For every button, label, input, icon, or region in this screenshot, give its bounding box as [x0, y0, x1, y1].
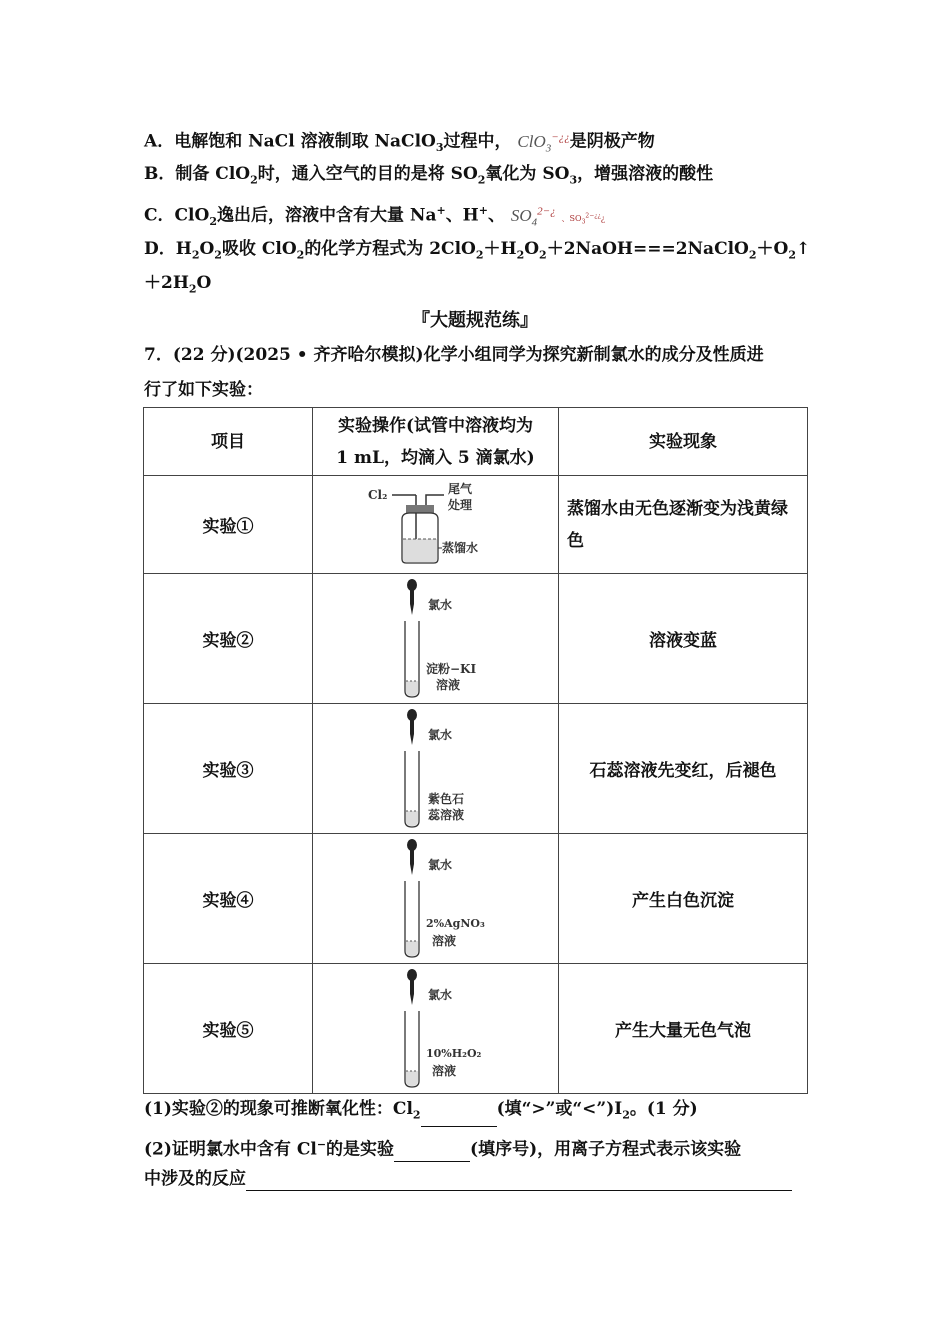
table-row — [144, 574, 808, 704]
answer-blank-1[interactable] — [421, 1126, 497, 1127]
label-chlorine-water: 氯水 — [427, 727, 452, 742]
answer-blank-3[interactable] — [246, 1190, 792, 1191]
dropper-tube-diagram — [376, 967, 496, 1091]
header-item: 项目 — [144, 408, 313, 476]
label-solution-bottom: 溶液 — [435, 677, 460, 692]
question-2: (2)证明氯水中含有 Cl−的是实验 (填序号)，用离子方程式表示该实验 — [144, 1138, 742, 1160]
row-item: 实验① — [144, 476, 313, 574]
apparatus-test-tube — [313, 704, 559, 834]
option-c: C．ClO$_2$逸出后，溶液中含有大量 Na+、H+、 $SO_4^{2-¿}$ 、$SO_3^{2-¿¿}¿$ — [144, 204, 605, 229]
header-operation: 实验操作(试管中溶液均为 1 mL，均滴入 5 滴氯水) — [313, 408, 559, 476]
question-7-stem: 7．(22 分)(2025 • 齐齐哈尔模拟)化学小组同学为探究新制氯水的成分及性质进 — [144, 345, 764, 365]
label-chlorine-water: 氯水 — [427, 597, 452, 612]
label-chlorine-water: 氯水 — [427, 987, 452, 1002]
label-solution-top: 紫色石 — [427, 791, 464, 806]
label-treatment: 处理 — [447, 497, 472, 512]
experiment-table — [143, 407, 808, 1094]
sulfite-formula: 、$SO_3^{2-¿¿}¿$ — [561, 212, 605, 226]
option-d-continued: $+2H_2O$ — [144, 273, 212, 296]
row-result: 蒸馏水由无色逐渐变为浅黄绿色 — [559, 476, 808, 574]
row-result: 石蕊溶液先变红，后褪色 — [559, 704, 808, 834]
option-a: A．电解饱和 NaCl 溶液制取 NaClO$_3$过程中， ClO$_3$−¿¿是阴极产物 — [144, 131, 655, 155]
label-water: 蒸馏水 — [441, 540, 478, 555]
table-row — [144, 964, 808, 1094]
option-d: D．$H_2O_2$吸收 ClO$_2$的化学方程式为 $2ClO_2+H_2O_2+2NaOH===2NaClO_2+O_2↑$ — [144, 239, 811, 262]
label-chlorine-water: 氯水 — [427, 857, 452, 872]
row-result: 产生白色沉淀 — [559, 834, 808, 964]
apparatus-gas-bottle — [313, 476, 559, 574]
question-2-continued: 中涉及的反应 — [144, 1167, 792, 1191]
row-result: 产生大量无色气泡 — [559, 964, 808, 1094]
header-phenomenon: 实验现象 — [559, 408, 808, 476]
row-item: 实验④ — [144, 834, 313, 964]
label-tail-gas: 尾气 — [447, 481, 472, 496]
gas-washing-bottle-diagram — [366, 479, 506, 571]
option-b: B．制备 ClO$_2$时，通入空气的目的是将 $SO_2$氧化为 $SO_3$，增强溶液的酸性 — [144, 164, 714, 187]
sulfate-formula: $SO_4^{2-¿}$ — [510, 205, 556, 229]
answer-blank-2[interactable] — [394, 1161, 470, 1162]
apparatus-test-tube — [313, 964, 559, 1094]
table-row — [144, 476, 808, 574]
row-item: 实验③ — [144, 704, 313, 834]
label-solution-bottom: 蕊溶液 — [427, 807, 464, 822]
apparatus-test-tube — [313, 834, 559, 964]
row-item: 实验② — [144, 574, 313, 704]
chlorate-formula: ClO$_3$−¿¿ — [517, 131, 570, 155]
label-solution-top: 10%H₂O₂ — [425, 1046, 481, 1060]
question-7-stem-continued: 行了如下实验： — [144, 380, 263, 400]
dropper-tube-diagram — [376, 577, 496, 701]
section-title: 『大题规范练』 — [412, 310, 538, 331]
apparatus-test-tube — [313, 574, 559, 704]
row-result: 溶液变蓝 — [559, 574, 808, 704]
label-solution-top: 2%AgNO₃ — [425, 916, 485, 930]
dropper-tube-diagram — [376, 837, 496, 961]
label-solution-bottom: 溶液 — [431, 1063, 456, 1078]
table-header-row — [144, 408, 808, 476]
table-row — [144, 704, 808, 834]
question-1: (1)实验②的现象可推断氧化性：$Cl_2$ (填“>”或“$<”)I_2$。(1 分) — [144, 1097, 698, 1127]
label-solution-top: 淀粉−KI — [425, 661, 476, 676]
row-item: 实验⑤ — [144, 964, 313, 1094]
label-chlorine: Cl₂ — [367, 487, 387, 502]
label-solution-bottom: 溶液 — [431, 933, 456, 948]
dropper-tube-diagram — [376, 707, 496, 831]
table-row — [144, 834, 808, 964]
